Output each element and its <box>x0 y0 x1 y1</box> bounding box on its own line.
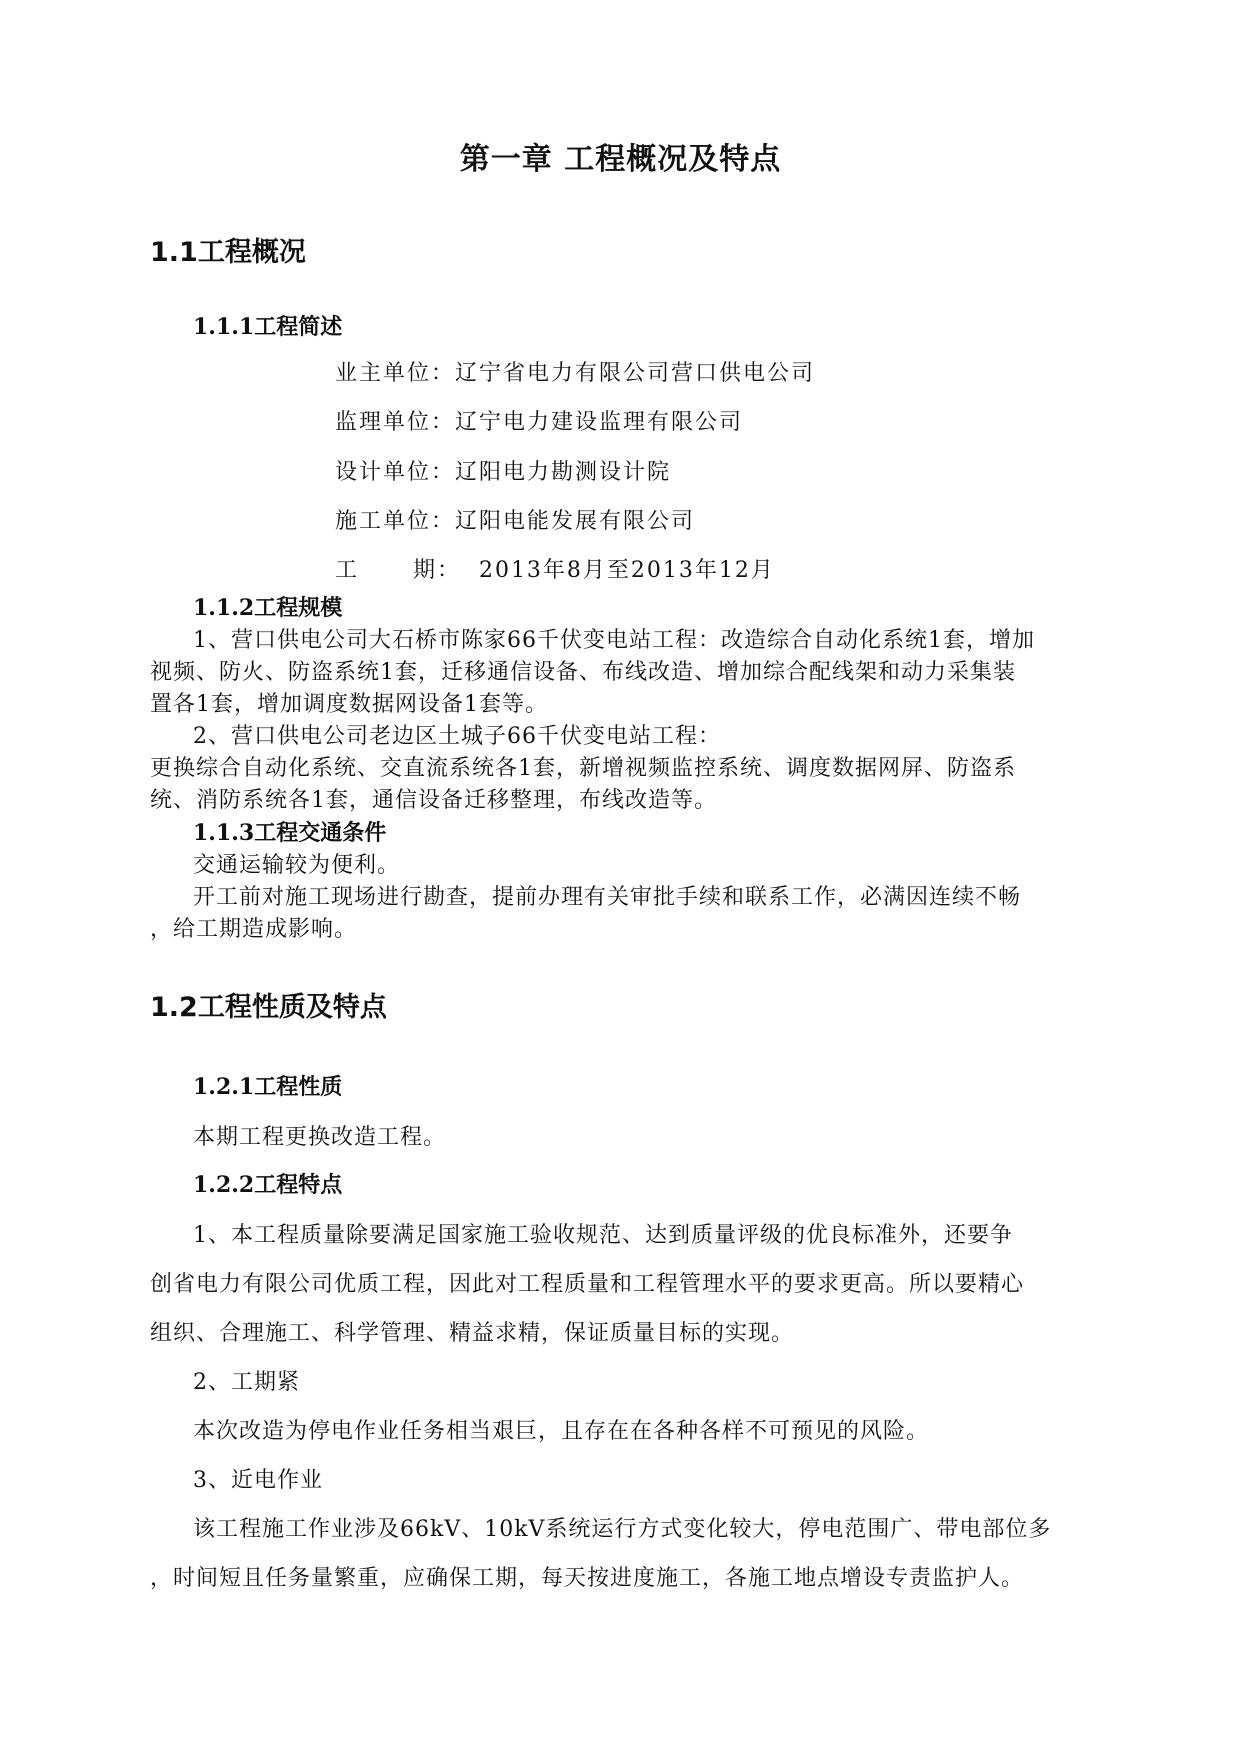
traffic-paragraph-2-line-1: 开工前对施工现场进行勘查，提前办理有关审批手续和联系工作，必满因连续不畅 <box>193 885 1022 910</box>
nature-paragraph: 本期工程更换改造工程。 <box>193 1125 447 1150</box>
construction-unit-line: 施工单位：辽阳电能发展有限公司 <box>335 509 696 534</box>
feature-item-3-title: 3、近电作业 <box>193 1468 323 1493</box>
construction-period-line: 工 期： 2013年8月至2013年12月 <box>335 558 775 583</box>
subsection-heading-1-1-3: 1.1.3工程交通条件 <box>193 820 387 846</box>
scale-paragraph-2-line-1: 2、营口供电公司老边区土城子66千伏变电站工程： <box>193 724 721 749</box>
feature-paragraph-1-line-3: 组织、合理施工、科学管理、精益求精，保证质量目标的实现。 <box>150 1321 795 1346</box>
section-heading-1-2: 1.2工程性质及特点 <box>150 992 387 1023</box>
scale-paragraph-1-line-3: 置各1套，增加调度数据网设备1套等。 <box>150 692 548 717</box>
scale-paragraph-2-line-3: 统、消防系统各1套，通信设备迁移整理，布线改造等。 <box>150 788 717 813</box>
supervisor-unit-line: 监理单位：辽宁电力建设监理有限公司 <box>335 410 744 435</box>
subsection-heading-1-1-1: 1.1.1工程简述 <box>193 314 343 340</box>
owner-unit-line: 业主单位：辽宁省电力有限公司营口供电公司 <box>335 361 816 386</box>
design-unit-line: 设计单位：辽阳电力勘测设计院 <box>335 460 672 485</box>
feature-paragraph-1-line-1: 1、本工程质量除要满足国家施工验收规范、达到质量评级的优良标准外，还要争 <box>193 1223 1013 1248</box>
feature-item-2-title: 2、工期紧 <box>193 1370 300 1395</box>
chapter-title: 第一章 工程概况及特点 <box>459 142 782 177</box>
scale-paragraph-1-line-1: 1、营口供电公司大石桥市陈家66千伏变电站工程：改造综合自动化系统1套，增加 <box>193 628 1035 653</box>
scale-paragraph-2-line-2: 更换综合自动化系统、交直流系统各1套，新增视频监控系统、调度数据网屏、防盗系 <box>150 756 1016 781</box>
subsection-heading-1-1-2: 1.1.2工程规模 <box>193 595 343 621</box>
subsection-heading-1-2-1: 1.2.1工程性质 <box>193 1074 343 1100</box>
section-heading-1-1: 1.1工程概况 <box>150 237 306 268</box>
traffic-paragraph-2-line-2: ，给工期造成影响。 <box>150 917 358 942</box>
feature-item-2-body: 本次改造为停电作业任务相当艰巨，且存在在各种各样不可预见的风险。 <box>193 1419 930 1444</box>
feature-item-3-body-line-1: 该工程施工作业涉及66kV、10kV系统运行方式变化较大，停电范围广、带电部位多 <box>193 1517 1052 1542</box>
feature-item-3-body-line-2: ，时间短且任务量繁重，应确保工期，每天按进度施工，各施工地点增设专责监护人。 <box>150 1566 1025 1591</box>
feature-paragraph-1-line-2: 创省电力有限公司优质工程，因此对工程质量和工程管理水平的要求更高。所以要精心 <box>150 1272 1025 1297</box>
scale-paragraph-1-line-2: 视频、防火、防盗系统1套，迁移通信设备、布线改造、增加综合配线架和动力采集装 <box>150 660 1016 685</box>
subsection-heading-1-2-2: 1.2.2工程特点 <box>193 1172 343 1198</box>
traffic-paragraph-1: 交通运输较为便利。 <box>193 853 401 878</box>
